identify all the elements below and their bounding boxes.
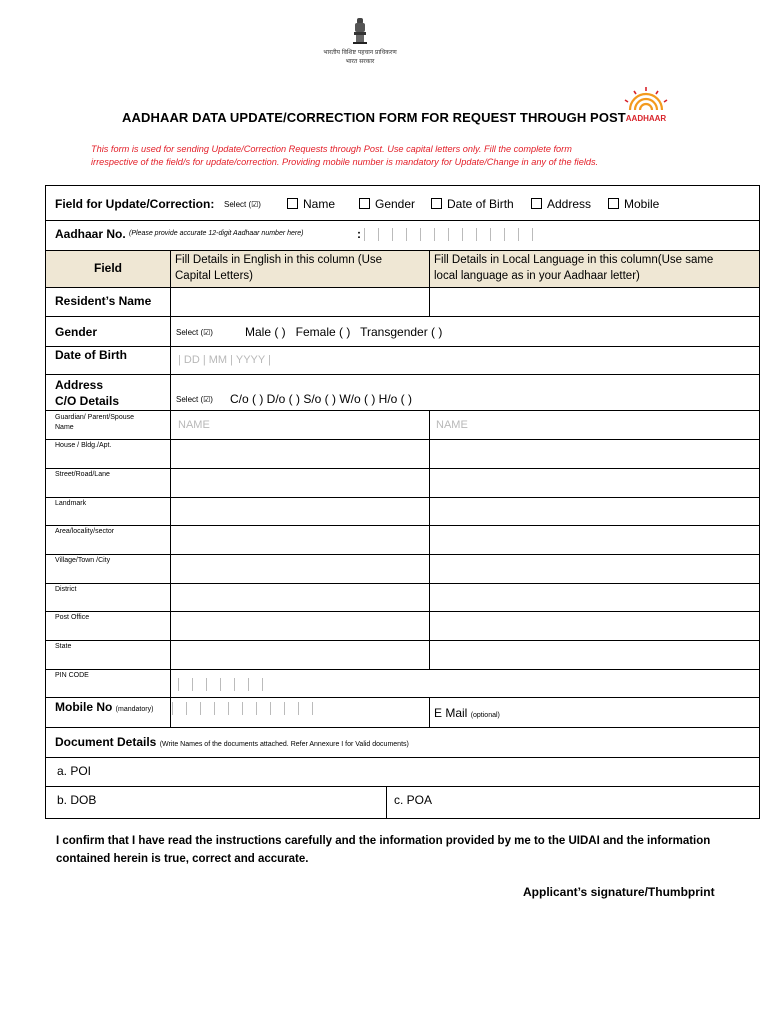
row-divider [45,525,760,526]
update-select-hint: Select (☑) [224,200,261,209]
confirmation-statement: I confirm that I have read the instructions carefully and the information provided by me to the UIDAI and the information contained herein is true, correct and accurate. [56,835,711,865]
mobile-hint: (mandatory) [115,706,154,713]
row-divider [45,316,760,317]
gov-line-2: भारत सरकार [345,58,375,65]
row-divider [45,410,760,411]
row-divider [45,497,760,498]
national-emblem-icon [352,18,368,44]
row-divider [45,640,760,641]
instructions-notice [91,143,691,169]
row-divider [45,250,760,251]
mobile-label: Mobile No (mandatory) [55,700,154,714]
row-divider [45,669,760,670]
co-options[interactable]: C/o ( ) D/o ( ) S/o ( ) W/o ( ) H/o ( ) [230,392,413,406]
option-name[interactable]: Name [287,197,335,211]
guardian-label: Guardian/ Parent/Spouse Name [55,414,134,431]
poa-field[interactable]: c. POA [394,793,433,807]
notice-line-2: irrespective of the field/s for update/correction. Providing mobile number is mandatory for Update/Change in any of the fields. [91,157,599,167]
option-gender[interactable]: Gender [359,197,415,211]
pin-label: PIN CODE [55,672,89,679]
column-divider [429,697,430,727]
form-title: AADHAAR DATA UPDATE/CORRECTION FORM FOR REQUEST THROUGH POST [122,110,626,125]
checkbox-gender[interactable] [359,198,370,209]
row-divider [45,583,760,584]
email-hint: (optional) [470,712,500,719]
update-field-label: Field for Update/Correction: [55,197,215,211]
row-divider [45,697,760,698]
dob-input[interactable]: | DD | MM | YYYY | [178,354,271,366]
notice-line-1: This form is used for sending Update/Correction Requests through Post. Use capital letters only. Fill the complete form [91,144,572,154]
checkbox-dob[interactable] [431,198,442,209]
resident-name-english-input[interactable] [171,288,429,316]
row-divider [45,346,760,347]
village-label: Village/Town /City [55,557,111,564]
row-divider [45,374,760,375]
col-header-local: Fill Details in Local Language in this column(Use same local language as in your Aadhaar letter) [434,254,714,282]
row-divider [45,220,760,221]
column-divider [386,786,387,819]
row-divider [45,757,760,758]
column-divider [170,250,171,727]
aadhaar-logo-icon [616,84,676,124]
option-mobile[interactable]: Mobile [608,197,659,211]
poi-field[interactable]: a. POI [57,764,92,778]
document-details-label: Document Details (Write Names of the documents attached. Refer Annexure I for Valid documents) [55,735,409,749]
row-divider [45,439,760,440]
house-label: House / Bldg./Apt. [55,442,112,449]
row-divider [45,727,760,728]
aadhaar-hint: (Please provide accurate 12-digit Aadhaar number here) [129,230,304,237]
guardian-english-input[interactable]: NAME [178,419,210,431]
landmark-label: Landmark [55,500,87,507]
row-divider [45,554,760,555]
mobile-input[interactable] [172,702,326,716]
dob-label: Date of Birth [55,348,127,362]
row-divider [45,468,760,469]
guardian-local-input[interactable]: NAME [436,419,468,431]
area-label: Area/locality/sector [55,528,115,535]
dob-document-field[interactable]: b. DOB [57,793,97,807]
aadhaar-logo-text: AADHAAR [625,114,667,123]
checkbox-mobile[interactable] [608,198,619,209]
option-address[interactable]: Address [531,197,591,211]
document-details-hint: (Write Names of the documents attached. Refer Annexure I for Valid documents) [159,741,409,748]
aadhaar-label: Aadhaar No. [55,227,126,241]
state-label: State [55,643,72,650]
gov-line-1: भारतीय विशिष्ट पहचान प्राधिकरण [323,49,397,56]
col-header-field: Field [94,261,123,275]
gender-label: Gender [55,325,98,339]
gender-select-hint: Select (☑) [176,328,213,337]
street-label: Street/Road/Lane [55,471,110,478]
district-label: District [55,586,77,593]
row-divider [45,786,760,787]
address-co-label: Address C/O Details [55,378,120,408]
aadhaar-number-input[interactable] [364,228,546,242]
post-office-label: Post Office [55,614,90,621]
email-label: E Mail (optional) [434,706,500,720]
gender-options[interactable]: Male ( ) Female ( ) Transgender ( ) [245,325,443,339]
column-divider [429,410,430,669]
row-divider [45,611,760,612]
resident-name-label: Resident’s Name [55,294,152,308]
co-select-hint: Select (☑) [176,395,213,404]
checkbox-name[interactable] [287,198,298,209]
resident-name-local-input[interactable] [430,288,759,316]
col-header-english: Fill Details in English in this column (Use Capital Letters) [175,254,383,282]
signature-label[interactable]: Applicant’s signature/Thumbprint [523,885,715,899]
pin-input[interactable] [178,678,276,692]
aadhaar-colon: : [357,227,361,241]
checkbox-address[interactable] [531,198,542,209]
option-dob[interactable]: Date of Birth [431,197,514,211]
